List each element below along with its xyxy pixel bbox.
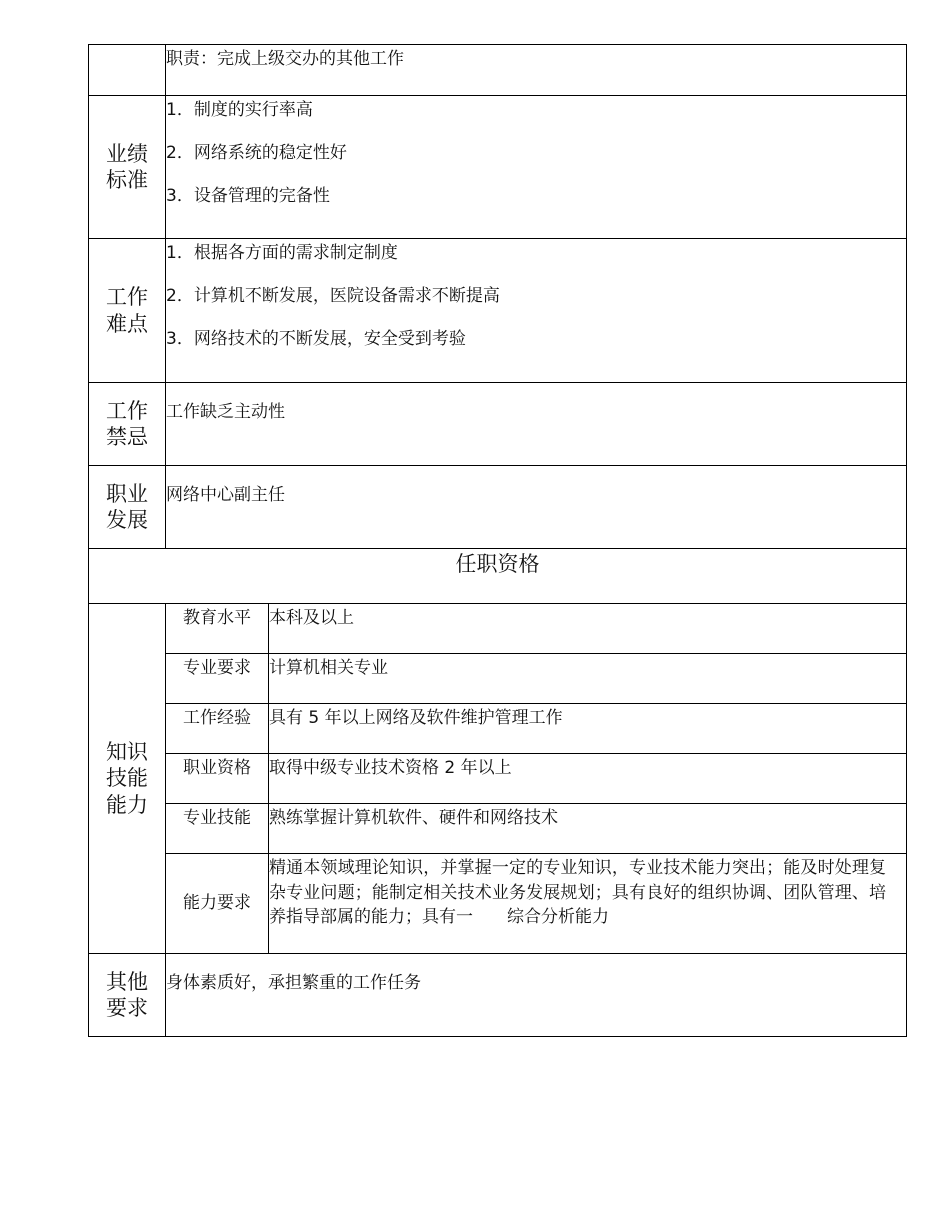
taboo-row	[89, 383, 907, 466]
qualifications-title: 任职资格	[89, 549, 907, 604]
difficulty-row	[89, 239, 907, 383]
knowledge-label-line: 知识	[106, 740, 148, 765]
difficulty-label	[89, 239, 166, 383]
qualification-row	[89, 604, 907, 654]
performance-label-line: 业绩	[106, 141, 148, 166]
taboo-text: 工作缺乏主动性	[166, 383, 907, 466]
performance-content	[166, 96, 907, 239]
qualification-row	[89, 804, 907, 854]
difficulty-label-line: 工作	[106, 285, 148, 310]
difficulty-label-line: 难点	[106, 311, 148, 336]
other-label-line: 其他	[106, 969, 148, 994]
performance-row	[89, 96, 907, 239]
other-row	[89, 954, 907, 1037]
difficulty-content	[166, 239, 907, 383]
qualification-value: 计算机相关专业	[269, 654, 907, 704]
duty-row	[89, 45, 907, 96]
taboo-label-line: 工作	[106, 398, 148, 423]
qualification-label: 工作经验	[166, 704, 269, 754]
taboo-label	[89, 383, 166, 466]
knowledge-skills-label	[89, 604, 166, 954]
qualification-value: 熟练掌握计算机软件、硬件和网络技术	[269, 804, 907, 854]
other-label-line: 要求	[106, 996, 148, 1020]
qualification-row	[89, 704, 907, 754]
difficulty-item: 1．根据各方面的需求制定制度	[166, 243, 398, 263]
career-label-line: 发展	[106, 508, 148, 532]
difficulty-item: 2．计算机不断发展，医院设备需求不断提高	[166, 286, 500, 307]
qualification-value: 具有 5 年以上网络及软件维护管理工作	[269, 704, 907, 754]
job-description-table	[88, 44, 907, 1037]
duty-text: 职责：完成上级交办的其他工作	[166, 45, 907, 96]
qualification-value: 本科及以上	[269, 604, 907, 654]
performance-label-line: 标准	[106, 168, 148, 192]
other-text: 身体素质好，承担繁重的工作任务	[166, 954, 907, 1037]
qualification-label: 职业资格	[166, 754, 269, 804]
qualification-label: 专业技能	[166, 804, 269, 854]
career-text: 网络中心副主任	[166, 466, 907, 549]
qualification-label: 专业要求	[166, 654, 269, 704]
other-label	[89, 954, 166, 1037]
qualification-row	[89, 654, 907, 704]
career-label-line: 职业	[106, 481, 148, 506]
qualification-row	[89, 854, 907, 954]
career-row	[89, 466, 907, 549]
qualification-label: 教育水平	[166, 604, 269, 654]
qualification-label: 能力要求	[166, 854, 269, 954]
qualification-value: 取得中级专业技术资格 2 年以上	[269, 754, 907, 804]
taboo-label-line: 禁忌	[106, 425, 148, 449]
career-label	[89, 466, 166, 549]
qualification-value: 精通本领域理论知识，并掌握一定的专业知识，专业技术能力突出；能及时处理复杂专业问题；能制定相关技术业务发展规划；具有良好的组织协调、团队管理、培养指导部属的能力；具有一 综合分析能力	[269, 854, 907, 954]
performance-item: 3．设备管理的完备性	[166, 186, 330, 207]
performance-item: 2．网络系统的稳定性好	[166, 143, 347, 164]
performance-item: 1．制度的实行率高	[166, 100, 313, 120]
knowledge-label-line: 能力	[106, 792, 148, 817]
knowledge-label-line: 技能	[106, 766, 148, 791]
performance-label	[89, 96, 166, 239]
qualifications-header-row	[89, 549, 907, 604]
duty-label-cell	[89, 45, 166, 96]
difficulty-item: 3．网络技术的不断发展，安全受到考验	[166, 329, 466, 350]
qualification-row	[89, 754, 907, 804]
